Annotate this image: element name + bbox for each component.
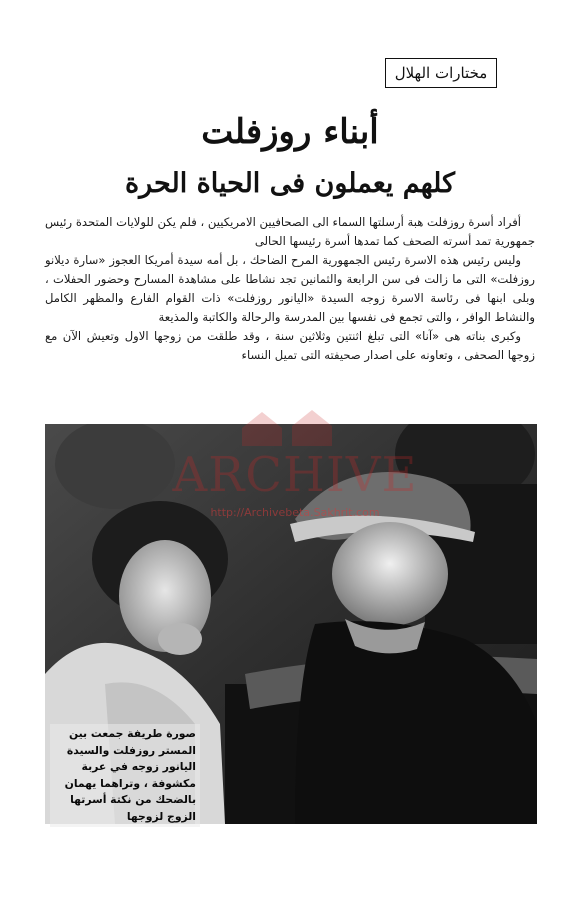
section-label: مختارات الهلال	[385, 58, 497, 88]
watermark-url: http://Archivebeta.Sakhrit.com	[210, 506, 380, 519]
article-subtitle: كلهم يعملون فى الحياة الحرة	[125, 168, 455, 199]
watermark-logo-icon	[232, 408, 352, 448]
paragraph: أفراد أسرة روزفلت هبة أرسلتها السماء الى الصحافيين الامريكيين ، فلم يكن للولايات المتحدة رئيس جمهورية تمد أسرته الصحف كما تمدها أسرة رئيسها الحالى	[45, 215, 535, 248]
photo-caption: صورة طريفة جمعت بين المستر روزفلت والسيدة اليانور زوجه في عربة مكشوفة ، وتراهما يهمان بالضحك من نكتة أسرتها الزوج لزوجها	[50, 724, 200, 827]
paragraph: وليس رئيس هذه الاسرة رئيس الجمهورية المرح الضاحك ، بل أمه سيدة أمريكا العجوز «سارة ديلانو روزفلت» التى ما زالت فى سن الرابعة والثمانين تجد نشاطا على مشاهدة المسارح وحضور الحفلات ، وبلى ابنها فى رئاسة الاسرة زوجه السيدة «اليانور روزفلت» ذات القوام الفارع والمظهر الكامل والنشاط الوافر ، والتى تجمع فى نفسها بين المدرسة والرحالة والكاتبة والمذيعة	[45, 253, 535, 324]
paragraph: وكبرى بناته هى «آنا» التى تبلغ اثنتين وثلاثين سنة ، وقد طلقت من زوجها الاول وتعيش الآن مع زوجها الصحفى ، وتعاونه على اصدار صحيفته التى تميل النساء	[45, 329, 535, 362]
watermark-text: ARCHIVE	[172, 447, 418, 503]
article-title: أبناء روزفلت	[201, 112, 379, 152]
article-body	[45, 213, 535, 365]
